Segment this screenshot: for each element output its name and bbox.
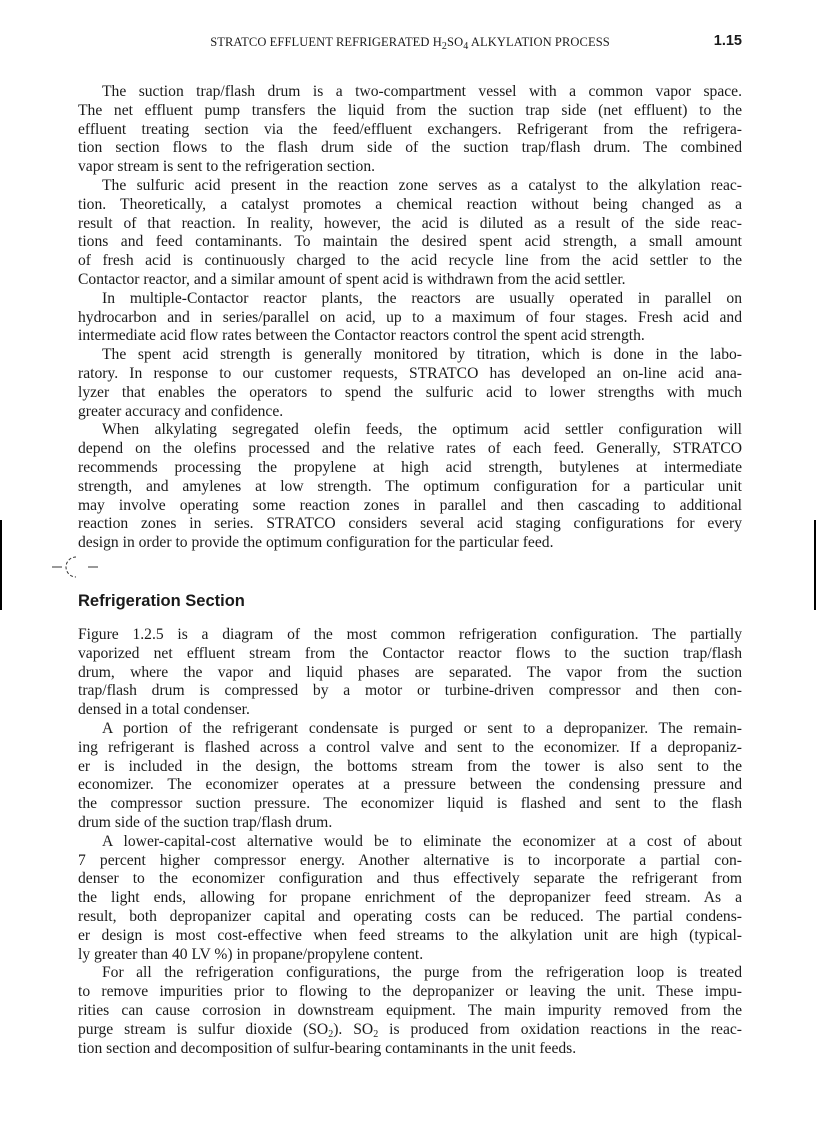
text-line: For all the refrigeration configurations, the purge from the refrigeration loop is treated	[102, 964, 742, 982]
paragraph	[78, 720, 742, 833]
text-line: drum, where the vapor and liquid phases are separated. The vapor from the suction	[78, 663, 742, 681]
paragraph	[78, 626, 742, 720]
paragraph	[78, 83, 742, 177]
text-line: 7 percent higher compressor energy. Another alternative is to incorporate a partial con-	[78, 851, 742, 869]
text-line: tion section and decomposition of sulfur-bearing contaminants in the unit feeds.	[78, 1039, 577, 1057]
text-line: trap/flash drum is compressed by a motor or turbine-driven compressor and then con-	[78, 682, 742, 700]
text-line: of fresh acid is continuously charged to the acid recycle line from the acid settler to the	[78, 252, 742, 270]
text-line: denser to the economizer configuration and thus effectively separate the refrigerant from	[78, 870, 742, 888]
text-line: intermediate acid flow rates between the Contactor reactors control the spent acid strength.	[78, 327, 645, 345]
text-line: strength, and amylenes at low strength. The optimum configuration for a particular unit	[78, 477, 742, 495]
text-line: When alkylating segregated olefin feeds, the optimum acid settler configuration will	[102, 421, 742, 439]
page-number: 1.15	[713, 33, 742, 49]
running-header: STRATCO EFFLUENT REFRIGERATED $H_2SO_4$ ALKYLATION PROCESS	[210, 35, 610, 52]
margin-bar-left	[0, 520, 2, 610]
text-line: tion. Theoretically, a catalyst promotes a chemical reaction without being changed as a	[78, 195, 742, 213]
text-line: lyzer that enables the operators to spend the sulfuric acid to lower strengths with much	[78, 383, 742, 401]
text-line: greater accuracy and confidence.	[78, 402, 284, 420]
text-line: vapor stream is sent to the refrigeration section.	[78, 158, 376, 176]
text-line: design in order to provide the optimum configuration for the particular feed.	[78, 534, 554, 552]
text-line: result, both depropanizer capital and operating costs can be reduced. The partial condens-	[78, 907, 742, 925]
text-line: In multiple-Contactor reactor plants, the reactors are usually operated in parallel on	[102, 289, 742, 307]
subscript: 2	[441, 41, 448, 52]
text-line: reaction zones in series. STRATCO considers several acid staging configurations for every	[78, 515, 742, 533]
section-heading: Refrigeration Section	[78, 592, 245, 610]
text-line: rities can cause corrosion in downstream equipment. The main impurity removed from the	[78, 1001, 742, 1019]
text-line: the light ends, allowing for propane enrichment of the depropanizer feed stream. As a	[78, 889, 742, 907]
text-line: The suction trap/flash drum is a two-compartment vessel with a common vapor space.	[102, 83, 742, 100]
text-line: er design is most cost-effective when feed streams to the alkylation unit are high (typical-	[78, 926, 742, 944]
paragraph	[78, 177, 742, 290]
subscript: 4	[463, 41, 469, 52]
text-line: The net effluent pump transfers the liquid from the suction trap side (net effluent) to the	[78, 101, 742, 119]
subscript: 2	[373, 1028, 379, 1040]
text-line: drum side of the suction trap/flash drum.	[78, 813, 333, 831]
text-line: hydrocarbon and in series/parallel on acid, up to a maximum of four stages. Fresh acid and	[78, 308, 742, 326]
text-line: economizer. The economizer operates at a pressure between the condensing pressure and	[78, 776, 742, 794]
body-text-section-2	[78, 626, 742, 1058]
text-line: may involve operating some reaction zones in parallel and then cascading to additional	[78, 496, 742, 514]
paragraph	[78, 290, 742, 346]
text-line: the compressor suction pressure. The economizer liquid is flashed and sent to the flash	[78, 795, 742, 813]
text-line: er is included in the design, the bottoms stream from the tower is also sent to the	[78, 757, 742, 775]
text-line: The sulfuric acid present in the reaction zone serves as a catalyst to the alkylation reac-	[102, 176, 742, 194]
text-line: ratory. In response to our customer requests, STRATCO has developed an on-line acid ana-	[78, 364, 742, 382]
text-line: densed in a total condenser.	[78, 701, 250, 719]
text-line: vaporized net effluent stream from the Contactor reactor flows to the suction trap/flash	[78, 644, 742, 662]
text-line: depend on the olefins processed and the relative rates of each feed. Generally, STRATCO	[78, 440, 742, 458]
text-line: Contactor reactor, and a similar amount of spent acid is withdrawn from the acid settler.	[78, 270, 626, 288]
section-break-mark-icon	[48, 552, 104, 582]
text-line: purge stream is sulfur dioxide $(SO_2)$. $SO_2$ is produced from oxidation reactions in the reac-	[78, 1020, 742, 1040]
text-line: recommends processing the propylene at high acid strength, butylenes at intermediate	[78, 458, 742, 476]
subscript: 2	[328, 1028, 334, 1040]
paragraph	[78, 833, 742, 965]
text-line: ly greater than 40 LV %) in propane/propylene content.	[78, 945, 424, 963]
text-line: Figure 1.2.5 is a diagram of the most common refrigeration configuration. The partially	[78, 626, 742, 643]
paragraph	[78, 964, 742, 1058]
text-line: result of that reaction. In reality, however, the acid is diluted as a result of the side reac-	[78, 214, 742, 232]
text-line: tion section flows to the flash drum side of the suction trap/flash drum. The combined	[78, 139, 742, 157]
paragraph	[78, 421, 742, 553]
text-line: effluent treating section via the feed/effluent exchangers. Refrigerant from the refrigera-	[78, 120, 742, 138]
text-line: ing refrigerant is flashed across a control valve and sent to the economizer. If a depropaniz-	[78, 738, 742, 756]
paragraph	[78, 346, 742, 421]
text-line: tions and feed contaminants. To maintain the desired spent acid strength, a small amount	[78, 233, 742, 251]
text-line: A lower-capital-cost alternative would be to eliminate the economizer at a cost of about	[102, 832, 742, 850]
body-text-section-1	[78, 83, 742, 553]
text-line: The spent acid strength is generally monitored by titration, which is done in the labo-	[102, 346, 742, 364]
text-line: to remove impurities prior to flowing to the depropanizer or leaving the unit. These impu-	[78, 983, 742, 1001]
text-line: A portion of the refrigerant condensate is purged or sent to a depropanizer. The remain-	[102, 719, 742, 737]
